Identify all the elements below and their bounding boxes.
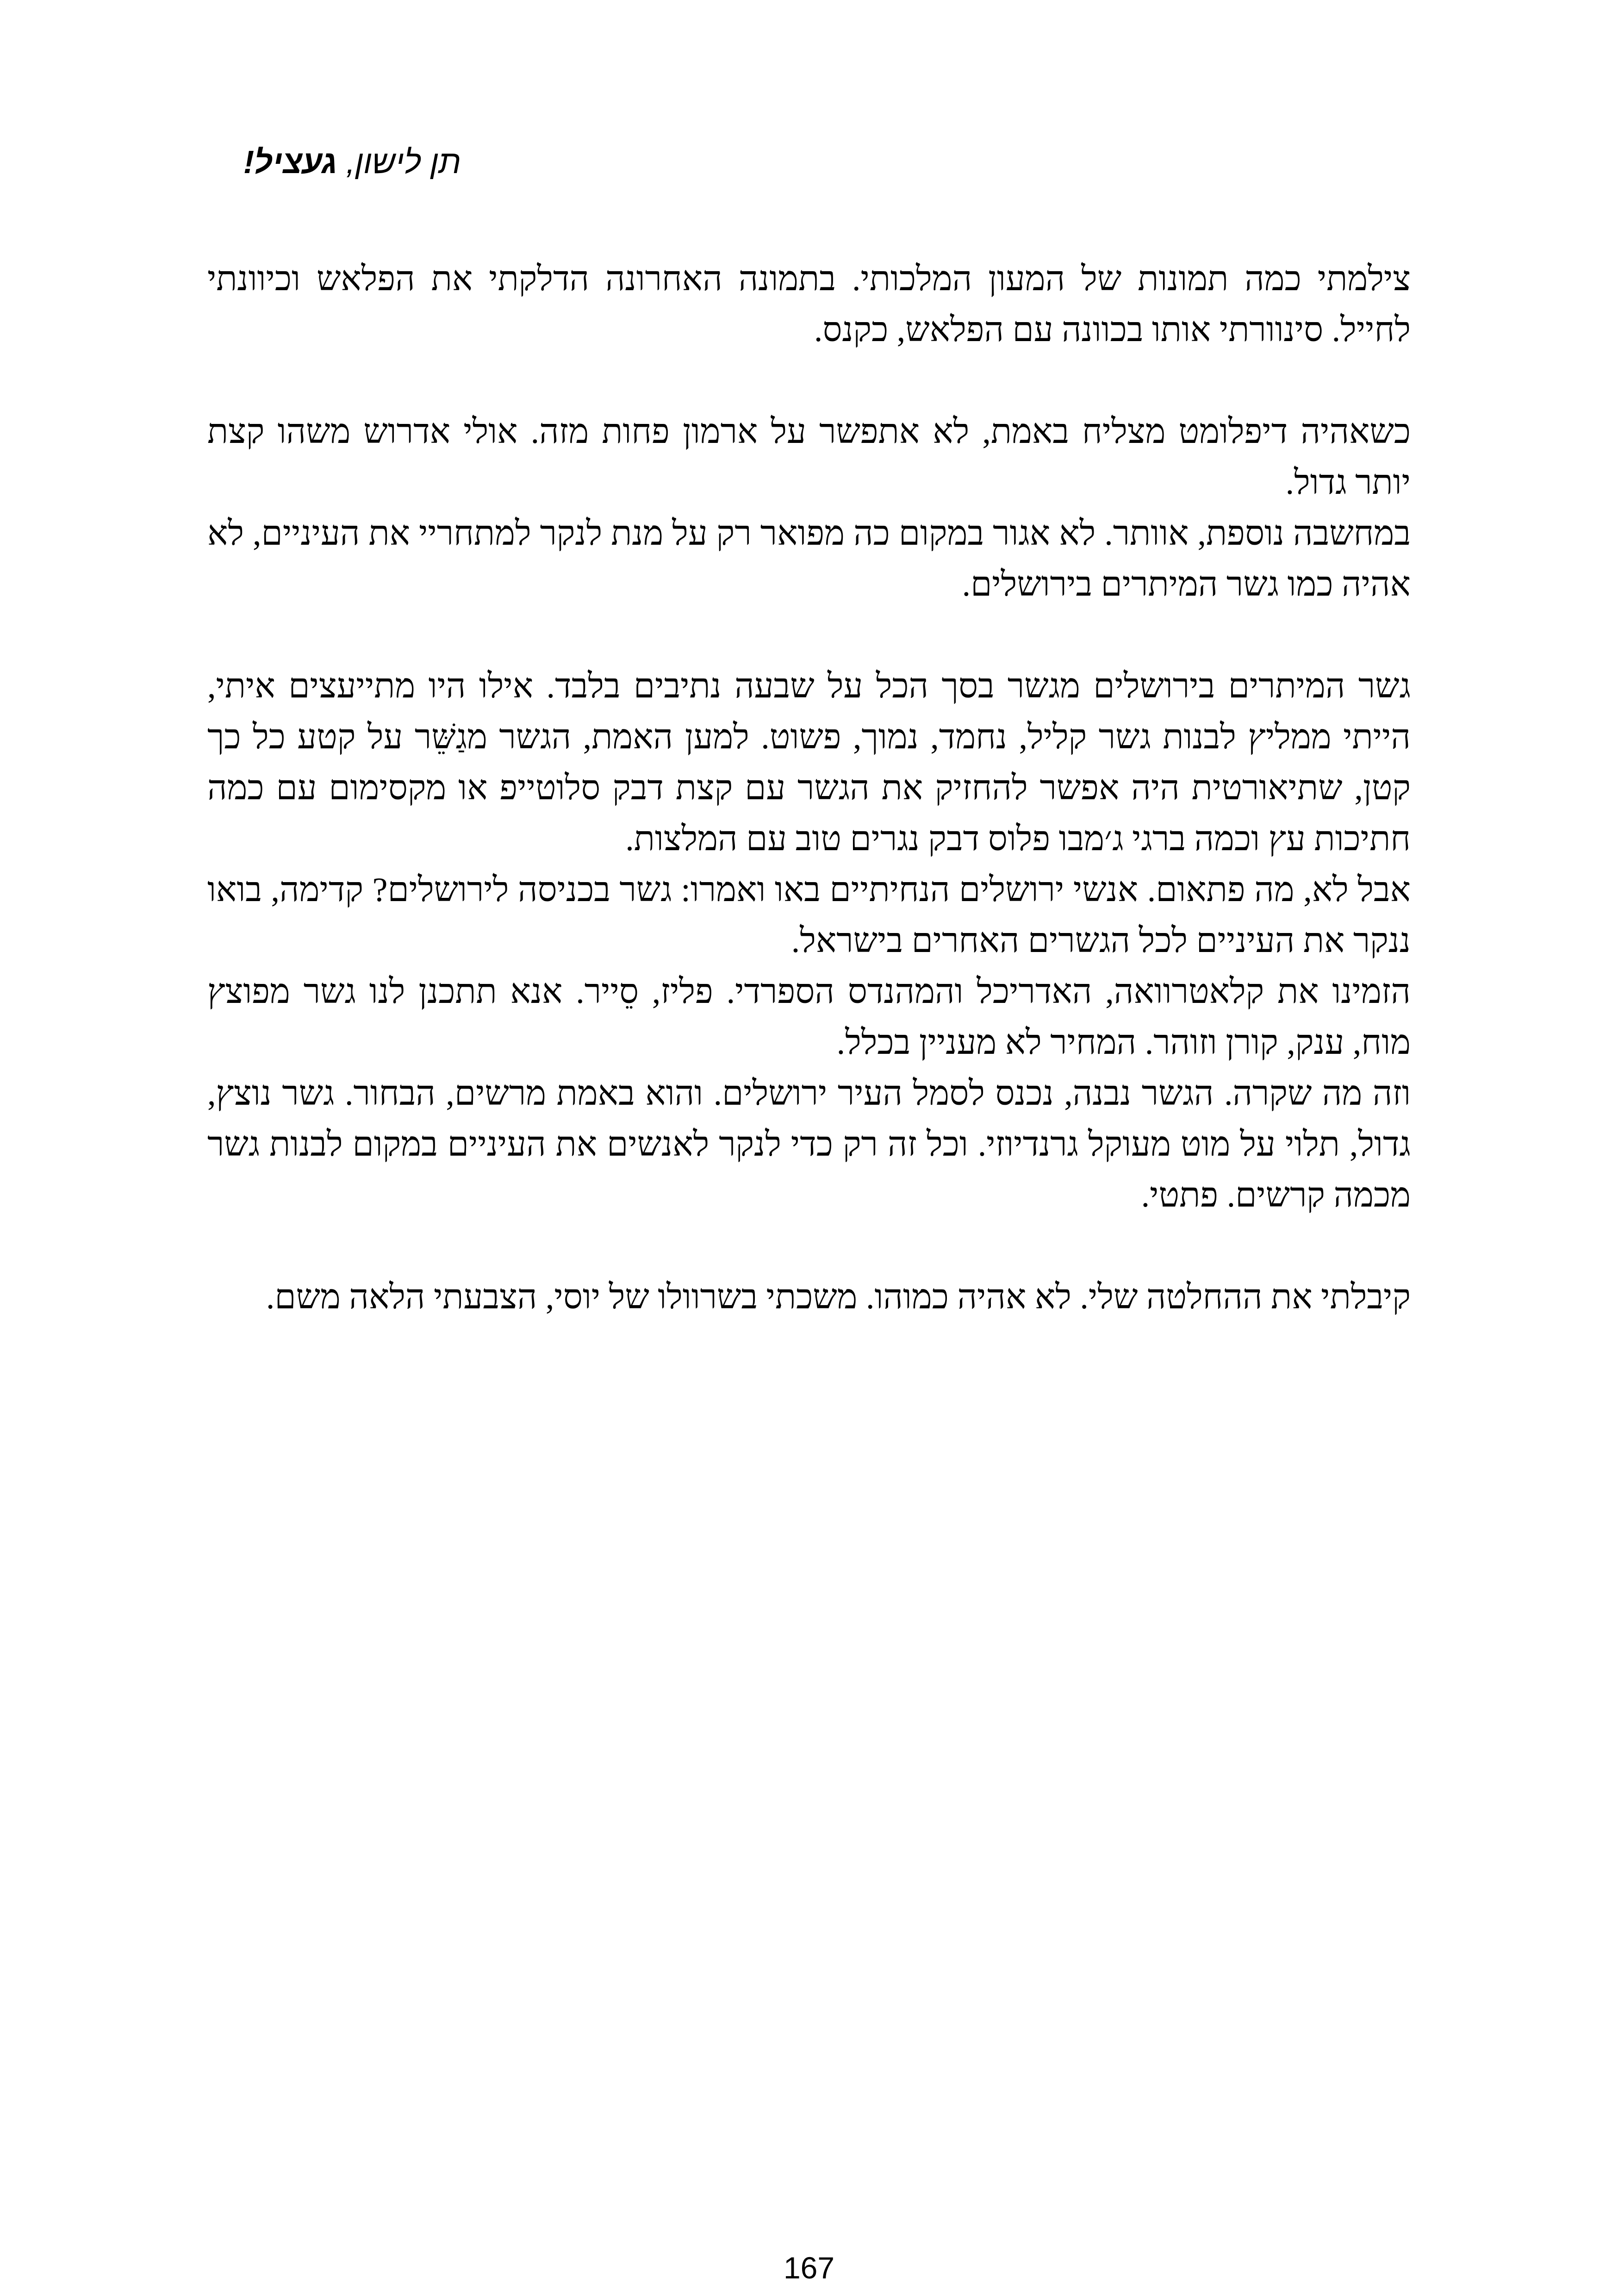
paragraph: כשאהיה דיפלומט מצליח באמת, לא אתפשר על ארמון פחות מזה. אולי אדרוש משהו קצת יותר גדול. xyxy=(207,413,1411,502)
page-body xyxy=(207,254,1411,1323)
paragraph: וזה מה שקרה. הגשר נבנה, נכנס לסמל העיר ירושלים. והוא באמת מרשים, הבחור. גשר נוצץ, גדול, תלוי על מוט מעוקל גרנדיוזי. וכל זה רק כדי לנקר לאנשים את העיניים במקום לבנות גשר מכמה קרשים. פתטי. xyxy=(207,1075,1411,1214)
page-number: 167 xyxy=(783,2251,835,2285)
paragraph: הזמינו את קלאטרוואה, האדריכל והמהנדס הספרדי. פליז, סֵייר. אנא תתכנן לנו גשר מפוצץ מוח, ענק, קורן וזוהר. המחיר לא מעניין בכלל. xyxy=(207,973,1411,1062)
running-header xyxy=(243,139,461,185)
paragraph-spacer xyxy=(207,610,1411,661)
running-header-title-bold: געציל! xyxy=(243,144,337,180)
paragraph: במחשבה נוספת, אוותר. לא אגור במקום כה מפואר רק על מנת לנקר למתחריי את העיניים, לא אהיה כמו גשר המיתרים בירושלים. xyxy=(207,515,1411,604)
paragraph-spacer xyxy=(207,1221,1411,1272)
paragraph: קיבלתי את ההחלטה שלי. לא אהיה כמוהו. משכתי בשרוולו של יוסי, הצבעתי הלאה משם. xyxy=(266,1278,1411,1316)
paragraph: אבל לא, מה פתאום. אנשי ירושלים הנחיתיים באו ואמרו: גשר בכניסה לירושלים? קדימה, בואו ננקר את העיניים לכל הגשרים האחרים בישראל. xyxy=(207,871,1411,960)
paragraph-spacer xyxy=(207,355,1411,406)
paragraph: צילמתי כמה תמונות של המעון המלכותי. בתמונה האחרונה הדלקתי את הפלאש וכיוונתי לחייל. סינוורתי אותו בכוונה עם הפלאש, כקנס. xyxy=(207,260,1411,349)
running-header-title: תן לישון, xyxy=(337,144,461,180)
paragraph: גשר המיתרים בירושלים מגשר בסך הכל על שבעה נתיבים בלבד. אילו היו מתייעצים איתי, הייתי ממליץ לבנות גשר קליל, נחמד, נמוך, פשוט. למען האמת, הגשר מגַשֵּׁר על קטע כל כך קטן, שתיאורטית היה אפשר להחזיק את הגשר עם קצת דבק סלוטייפ או מקסימום עם כמה חתיכות עץ וכמה ברגי ג׳מבו פלוס דבק נגרים טוב עם המלצות. xyxy=(207,667,1411,858)
